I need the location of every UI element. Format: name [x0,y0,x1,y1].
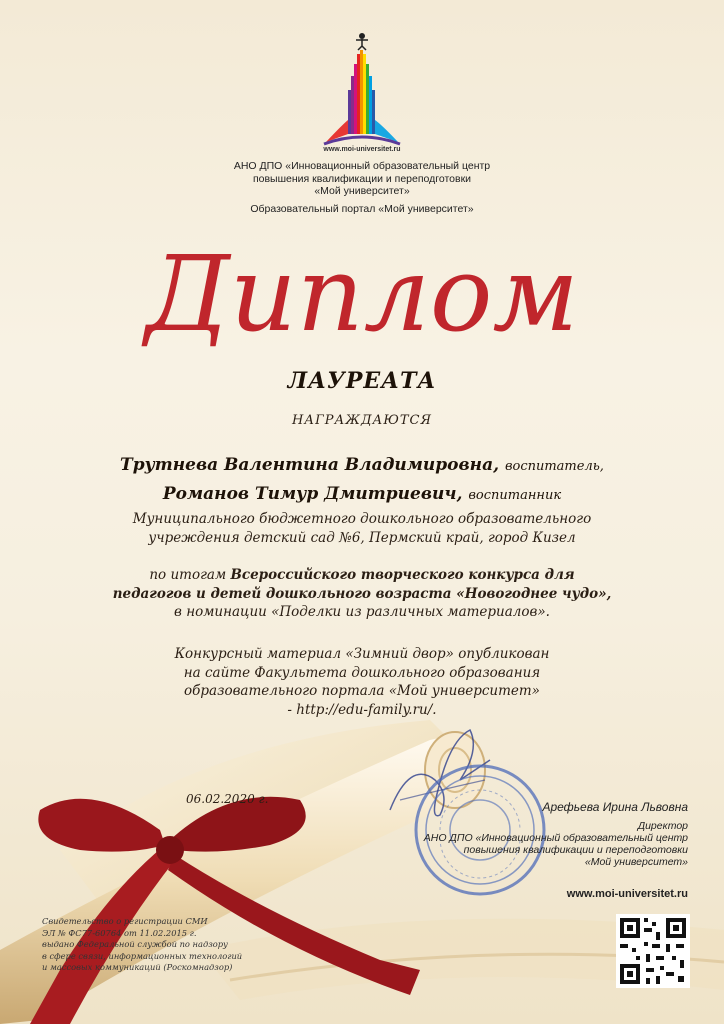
recipient-2 [0,484,724,504]
rainbow-logo-icon [322,30,402,148]
logo-site-url: www.moi-universitet.ru [323,146,401,153]
contest-line: педагогов и детей дошкольного возраста «Новогоднее чудо», [112,585,612,602]
registry-line: ЭЛ № ФС77-60764 от 11.02.2015 г. [42,927,197,938]
signer-org-line: АНО ДПО «Инновационный образовательный центр [423,832,688,844]
qr-code-icon[interactable] [616,914,690,988]
recipient-role: воспитанник [468,488,562,503]
recipient-1 [0,455,724,475]
title-text: Диплом [145,233,579,355]
publication-block [0,645,724,719]
recipient-role: воспитатель, [504,459,604,474]
org-line: «Мой университет» [314,185,410,197]
signer-title: Директор [637,820,688,832]
awarded-label: НАГРАЖДАЮТСЯ [291,413,433,428]
publication-link[interactable]: - http://edu-family.ru/. [287,701,437,718]
contest-line: по итогам Всероссийского творческого конкурса для [149,567,575,583]
media-registration [42,916,272,974]
recipient-name: Романов Тимур Дмитриевич, [162,484,463,504]
registry-line: и массовых коммуникаций (Роскомнадзор) [42,962,233,972]
registry-line: выдано Федеральной службой по надзору [42,939,228,949]
signer-name: Арефьева Ирина Львовна [542,800,688,814]
ribbon-bow-icon [0,770,420,1024]
issue-date: 06.02.2020 г. [186,792,269,806]
registry-line: в сфере связи, информационных технологий [42,950,243,961]
registry-line: Свидетельство о регистрации СМИ [42,916,208,926]
recipient-name: Трутнева Валентина Владимировна, [120,455,500,475]
diploma-title [100,222,624,362]
subtitle-laureate: ЛАУРЕАТА [287,368,437,394]
site-link[interactable]: www.moi-universitet.ru [566,888,688,900]
org-line: повышения квалификации и переподготовки [252,172,472,185]
organization-name [0,160,724,198]
signer-position [368,820,688,868]
institution-line: Муниципального бюджетного дошкольного образовательного [132,511,592,527]
signer-org-line: «Мой университет» [584,856,688,868]
institution-block [0,510,724,547]
contest-block [0,566,724,622]
publication-line: Конкурсный материал «Зимний двор» опубликован [174,646,550,662]
publication-line: на сайте Факультета дошкольного образования [183,664,541,681]
portal-name: Образовательный портал «Мой университет» [250,203,474,215]
contest-name: Всероссийского творческого конкурса для [230,567,575,583]
signer-org-line: повышения квалификации и переподготовки [463,844,688,856]
publication-line: образовательного портала «Мой университет» [184,683,540,699]
org-line: АНО ДПО «Инновационный образовательный центр [233,160,491,172]
institution-line: учреждения детский сад №6, Пермский край, город Кизел [148,529,576,546]
nomination: в номинации «Поделки из различных материалов». [174,604,550,620]
